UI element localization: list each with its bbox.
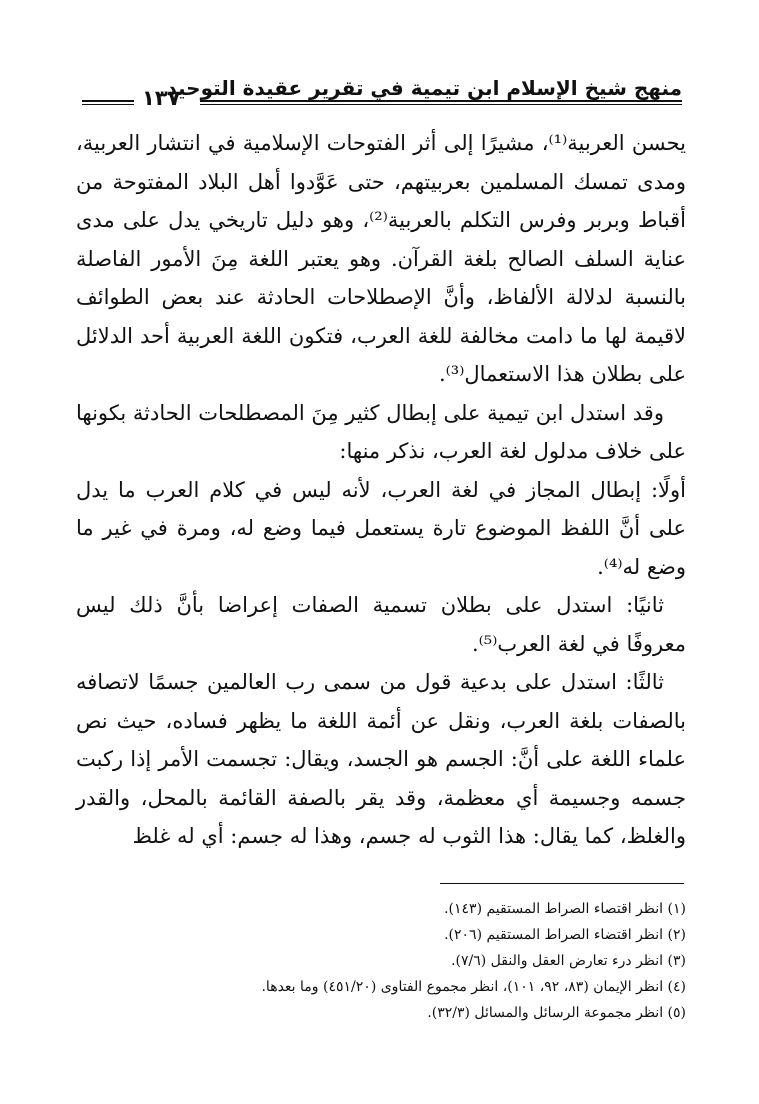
footnotes — [261, 896, 686, 1026]
paragraph-2: وقد استدل ابن تيمية على إبطال كثير مِنَ المصطلحات الحادثة بكونها على خلاف مدلول لغة العرب، نذكر منها: — [76, 400, 686, 463]
paragraph-1: يحسن العربية⁽¹⁾، مشيرًا إلى أثر الفتوحات الإسلامية في انتشار العربية، ومدى تمسك المسلمين بعربيتهم، حتى عَوَّدوا أهل البلاد المفتوحة من أقباط وبربر وفرس التكلم بالعربية⁽²⁾، وهو دليل تاريخي يدل على مدى عناية السلف الصالح بلغة القرآن. وهو يعتبر اللغة مِنَ الأمور الفاصلة بالنسبة لدلالة الألفاظ، وأنَّ الإصطلاحات الحادثة عند بعض الطوائف لاقيمة لها ما دامت مخالفة للغة العرب، فتكون اللغة العربية أحد الدلائل على بطلان هذا الاستعمال⁽³⁾. — [76, 131, 686, 386]
paragraph-5: ثالثًا: استدل على بدعية قول من سمى رب العالمين جسمًا لاتصافه بالصفات بلغة العرب، ونقل عن أئمة اللغة ما يظهر فساده، حيث نص علماء اللغة على أنَّ: الجسم هو الجسد، ويقال: تجسمت الأمر إذا ركبت جسمه وجسيمة أي معظمة، وقد يقر بالصفة القائمة بالمحل، والقدر والغلظ، كما يقال: هذا الثوب له جسم، وهذا له جسم: أي له غلظ — [76, 670, 686, 848]
footnote-5: (٥) انظر مجموعة الرسائل والمسائل (٣٢/٣). — [427, 1005, 686, 1021]
page-header — [82, 76, 682, 116]
body-text — [76, 124, 686, 856]
footnote-2: (٢) انظر اقتضاء الصراط المستقيم (٢٠٦). — [444, 927, 686, 943]
footnote-separator — [440, 883, 684, 884]
footnote-4: (٤) انظر الإيمان (٨٣، ٩٢، ١٠١)، انظر مجموع الفتاوى (٤٥١/٢٠) وما بعدها. — [261, 979, 686, 995]
page-number: ١٣٧ — [142, 86, 181, 110]
paragraph-4: ثانيًا: استدل على بطلان تسمية الصفات إعراضا بأنَّ ذلك ليس معروفًا في لغة العرب⁽⁵⁾. — [76, 593, 686, 656]
footnote-3: (٣) انظر درء تعارض العقل والنقل (٧/٦). — [451, 953, 686, 969]
book-title: منهج شيخ الإسلام ابن تيمية في تقرير عقيدة التوحيد — [166, 76, 682, 100]
header-rule-right — [200, 100, 682, 105]
header-rule-left — [82, 100, 134, 105]
paragraph-3: أولًا: إبطال المجاز في لغة العرب، لأنه ليس في كلام العرب ما يدل على أنَّ اللفظ الموضوع تارة يستعمل فيما وضع له، ومرة في غير ما وضع له⁽⁴⁾. — [76, 477, 686, 579]
footnote-1: (١) انظر اقتصاء الصراط المستقيم (١٤٣). — [444, 901, 686, 917]
